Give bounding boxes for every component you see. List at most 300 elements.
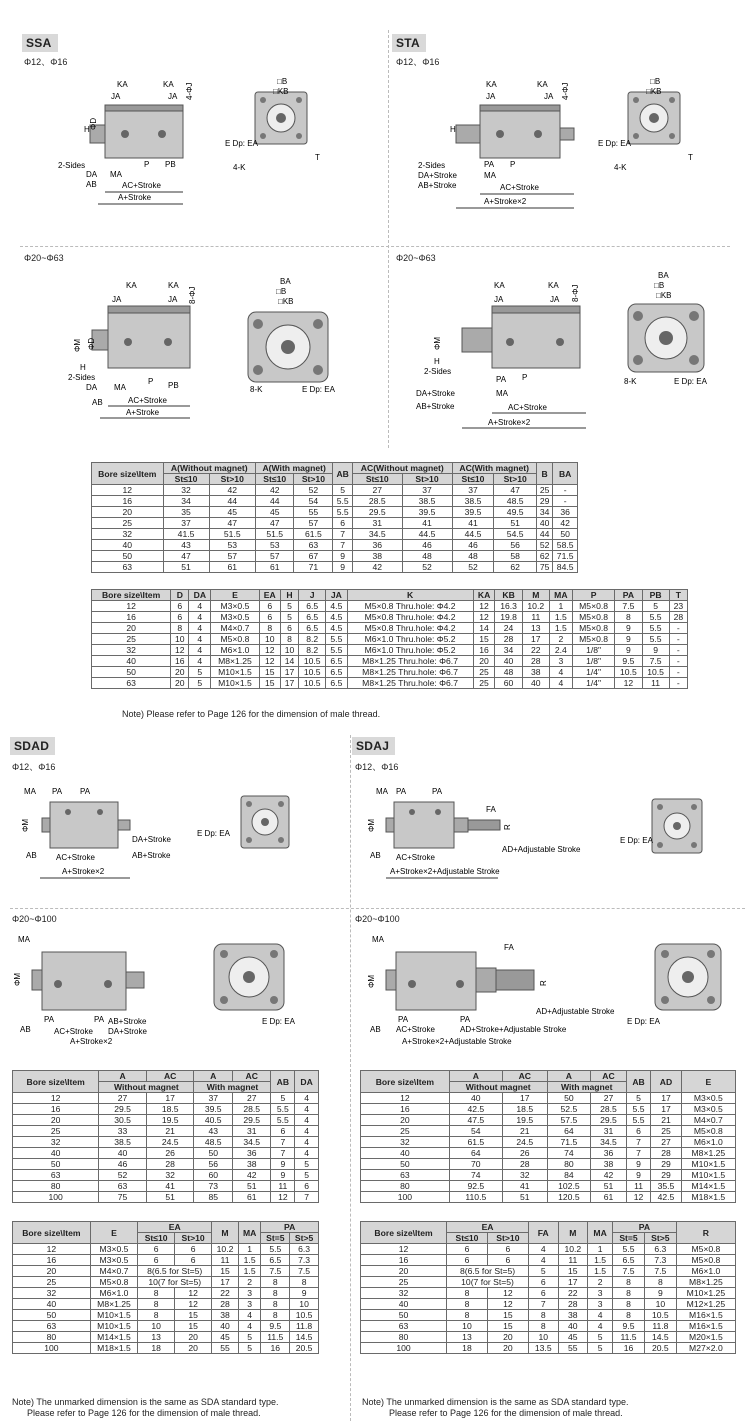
table-cell: M27×2.0	[676, 1343, 735, 1354]
bore-range-label: Φ12、Φ16	[24, 57, 68, 67]
table-cell: -	[669, 645, 687, 656]
p-label: P	[148, 377, 154, 386]
table-row	[13, 1104, 319, 1115]
table-cell: 17	[146, 1093, 194, 1104]
b-label: □B	[654, 281, 665, 290]
sub-header: St>10	[487, 1233, 528, 1244]
table-cell: 32	[92, 529, 164, 540]
ja-label: JA	[544, 92, 554, 101]
table-cell: 23	[669, 601, 687, 612]
table-cell: 9.5	[615, 656, 642, 667]
table-cell: M10×1.5	[211, 678, 259, 689]
two-sides-label: 2-Sides	[58, 161, 86, 170]
table-cell: 9	[644, 1288, 676, 1299]
table-cell: 20.5	[290, 1343, 319, 1354]
pa-label: PA	[484, 160, 495, 169]
table-cell: 50	[553, 529, 578, 540]
table-cell: 14	[473, 623, 495, 634]
sub-header: St>10	[402, 474, 452, 485]
ma-label: MA	[24, 787, 36, 796]
table-cell: 12	[626, 1192, 650, 1203]
table-cell: 5	[280, 612, 298, 623]
table-cell: 4	[295, 1093, 319, 1104]
table-cell: 63	[92, 678, 171, 689]
table-cell: 4	[588, 1310, 613, 1321]
table-cell: 51	[591, 1181, 627, 1192]
ka-label: KA	[494, 281, 505, 290]
table-cell: 4	[189, 612, 211, 623]
table-row	[92, 623, 688, 634]
table-cell: 45	[558, 1332, 588, 1343]
table-cell: 61	[591, 1192, 627, 1203]
ba-label: BA	[658, 271, 669, 280]
table-cell: M5×0.8	[90, 1277, 138, 1288]
table-cell: 4	[528, 1255, 558, 1266]
table-cell: 100	[13, 1192, 99, 1203]
sdad-small-side-view	[14, 782, 204, 882]
table-cell: 11.8	[644, 1321, 676, 1332]
table-cell: 17	[280, 678, 298, 689]
table-row	[13, 1148, 319, 1159]
ka-label: KA	[168, 281, 179, 290]
table-cell: 9	[615, 645, 642, 656]
table-cell: 5.5	[271, 1115, 295, 1126]
phim-label: ΦM	[367, 974, 376, 988]
table-cell: 1.5	[549, 612, 572, 623]
col-header: PA	[615, 590, 642, 601]
table-cell: 52	[294, 485, 333, 496]
r-label: R	[539, 980, 548, 986]
table-cell: 17	[651, 1093, 681, 1104]
ab-label: AB	[370, 1025, 381, 1034]
col-header: MA	[549, 590, 572, 601]
table-cell: 20	[175, 1343, 212, 1354]
table-cell: 45	[209, 507, 255, 518]
table-cell: 6	[487, 1244, 528, 1255]
table-cell: M10×1.5	[90, 1321, 138, 1332]
table-cell: 32	[361, 1288, 447, 1299]
table-cell: 29	[536, 496, 552, 507]
table-cell: 41	[402, 518, 452, 529]
phim-label: ΦM	[433, 336, 442, 350]
j-label: 4-ΦJ	[561, 82, 570, 100]
table-cell: 12	[259, 645, 280, 656]
table-cell: 42	[553, 518, 578, 529]
table-cell: 16	[13, 1255, 91, 1266]
table-cell: 6	[447, 1244, 488, 1255]
table-cell: 15	[175, 1310, 212, 1321]
a-adj-label: A+Stroke×2+Adjustable Stroke	[390, 867, 500, 876]
col-header: M	[522, 590, 549, 601]
two-sides-label: 2-Sides	[418, 161, 446, 170]
table-cell: 25	[92, 518, 164, 529]
table-cell: M8×1.25 Thru.hole: Φ6.7	[347, 678, 473, 689]
table-cell: 34	[163, 496, 209, 507]
table-cell: 40	[449, 1093, 502, 1104]
table-cell: 32	[361, 1137, 450, 1148]
table-cell: 25	[536, 485, 552, 496]
table-cell: M8×1.25 Thru.hole: Φ6.7	[347, 656, 473, 667]
table-cell: 12	[92, 601, 171, 612]
table-row	[92, 678, 688, 689]
table-row	[13, 1343, 319, 1354]
table-cell: 6.5	[326, 678, 347, 689]
sub-header: St>10	[494, 474, 536, 485]
table-row	[361, 1093, 736, 1104]
table-cell: 9.5	[613, 1321, 645, 1332]
sub-header: St>10	[294, 474, 333, 485]
table-cell: 10	[290, 1299, 319, 1310]
table-row	[13, 1181, 319, 1192]
table-cell: 48.5	[494, 496, 536, 507]
da-stroke-label: DA+Stroke	[108, 1027, 147, 1036]
table-cell: 8	[447, 1310, 488, 1321]
table-cell: 28	[651, 1148, 681, 1159]
table-cell: 4.5	[326, 612, 347, 623]
table-row	[361, 1332, 736, 1343]
table-cell: 7.5	[613, 1266, 645, 1277]
table-cell: 15	[259, 667, 280, 678]
table-row	[361, 1181, 736, 1192]
table-cell: 5	[333, 485, 353, 496]
table-cell: 48	[495, 667, 522, 678]
table-cell: 34.5	[232, 1137, 271, 1148]
table-row	[361, 1159, 736, 1170]
table-cell: 33	[99, 1126, 147, 1137]
table-cell: M3×0.5	[681, 1104, 735, 1115]
table-cell: 27	[353, 485, 402, 496]
table-row	[361, 1266, 736, 1277]
table-cell: 43	[194, 1126, 232, 1137]
col-header: EA	[447, 1222, 529, 1233]
col-header: A	[194, 1071, 232, 1082]
table-cell: 12	[259, 656, 280, 667]
table-cell: 1.5	[238, 1255, 261, 1266]
table-cell: 44	[256, 496, 294, 507]
table-cell: 8	[138, 1310, 175, 1321]
table-cell: 8.2	[299, 634, 326, 645]
table-cell: 6	[259, 612, 280, 623]
table-cell: 42	[256, 485, 294, 496]
table-cell: 32	[13, 1288, 91, 1299]
table-cell: 50	[13, 1159, 99, 1170]
table-cell: 29	[651, 1170, 681, 1181]
table-cell: 8	[447, 1288, 488, 1299]
ssa-large-front-view	[240, 272, 350, 397]
table-cell: 4	[295, 1115, 319, 1126]
ma-label: MA	[18, 935, 30, 944]
table-cell: 32	[92, 645, 171, 656]
table-cell: 28	[146, 1159, 194, 1170]
b-label: □B	[650, 77, 661, 86]
table-cell: M6×1.0 Thru.hole: Φ5.2	[347, 634, 473, 645]
fa-label: FA	[504, 943, 514, 952]
table-cell: 8	[138, 1288, 175, 1299]
table-row	[361, 1310, 736, 1321]
table-cell: 80	[361, 1181, 450, 1192]
ssa-sta-dimension-table-1	[91, 462, 578, 573]
table-cell: 64	[547, 1126, 591, 1137]
ab-label: AB	[20, 1025, 31, 1034]
two-sides-label: 2-Sides	[68, 373, 96, 382]
table-cell: 70	[449, 1159, 502, 1170]
table-cell: 2	[549, 634, 572, 645]
table-cell: 58.5	[553, 540, 578, 551]
table-cell: 38	[353, 551, 402, 562]
fa-label: FA	[486, 805, 496, 814]
table-cell: 26	[146, 1148, 194, 1159]
table-cell: 4	[549, 678, 572, 689]
table-cell: 6	[271, 1126, 295, 1137]
table-cell: 10	[528, 1332, 558, 1343]
ma-label: MA	[114, 383, 126, 392]
col-header: EA	[259, 590, 280, 601]
table-cell: 51	[502, 1192, 547, 1203]
a-stroke2-label: A+Stroke×2	[488, 418, 531, 427]
table-cell: 5.5	[642, 634, 669, 645]
sub-header: St≤10	[163, 474, 209, 485]
table-cell: 39.5	[194, 1104, 232, 1115]
sub-header: St=5	[613, 1233, 645, 1244]
table-cell: 5	[238, 1332, 261, 1343]
table-cell: 8	[613, 1310, 645, 1321]
table-cell: 8	[613, 1299, 645, 1310]
col-header: P	[572, 590, 614, 601]
table-cell: M4×0.7	[681, 1115, 735, 1126]
col-header: MA	[588, 1222, 613, 1244]
table-cell: M8×1.25 Thru.hole: Φ6.7	[347, 667, 473, 678]
table-cell: 1/4"	[572, 667, 614, 678]
table-cell: 55	[558, 1343, 588, 1354]
table-cell: M6×1.0	[681, 1137, 735, 1148]
phid-label: ΦD	[89, 117, 98, 130]
col-header: D	[171, 590, 189, 601]
table-cell: 57	[294, 518, 333, 529]
table-cell: 10.5	[615, 667, 642, 678]
table-cell: 11	[626, 1181, 650, 1192]
col-header: A(With magnet)	[256, 463, 333, 474]
ab-stroke-label: AB+Stroke	[416, 402, 455, 411]
table-cell: 13.5	[528, 1343, 558, 1354]
section-sdad: SDAD	[10, 737, 55, 755]
table-cell: 11.5	[613, 1332, 645, 1343]
table-cell: 61	[256, 562, 294, 573]
table-cell: 16	[92, 496, 164, 507]
table-cell: 120.5	[547, 1192, 591, 1203]
table-cell: 41	[502, 1181, 547, 1192]
table-row	[13, 1093, 319, 1104]
ma-label: MA	[496, 389, 508, 398]
kb-label: □KB	[646, 87, 662, 96]
table-cell: 40	[99, 1148, 147, 1159]
table-cell: 32	[13, 1137, 99, 1148]
da-label: DA	[86, 383, 98, 392]
h-label: H	[434, 357, 440, 366]
table-cell: 62	[494, 562, 536, 573]
table-cell: 12	[473, 601, 495, 612]
col-header: J	[299, 590, 326, 601]
sdaj-large-front-view	[625, 940, 730, 1032]
table-cell: 38	[212, 1310, 239, 1321]
table-cell: 52	[536, 540, 552, 551]
table-cell: 50	[194, 1148, 232, 1159]
table-cell: 43	[163, 540, 209, 551]
table-cell: 6.5	[299, 623, 326, 634]
table-cell: 6.5	[299, 612, 326, 623]
table-cell: 37	[452, 485, 494, 496]
table-cell: M3×0.5	[90, 1244, 138, 1255]
table-cell: 7.5	[261, 1266, 290, 1277]
table-row	[361, 1192, 736, 1203]
table-cell: 5	[280, 601, 298, 612]
table-cell: 37	[402, 485, 452, 496]
pa-label: PA	[396, 787, 407, 796]
table-cell: 25	[13, 1126, 99, 1137]
table-cell: 6	[528, 1277, 558, 1288]
table-row	[361, 1277, 736, 1288]
table-cell: 18	[138, 1343, 175, 1354]
table-cell: -	[669, 667, 687, 678]
table-row	[13, 1321, 319, 1332]
col-header: DA	[189, 590, 211, 601]
table-cell: 11	[212, 1255, 239, 1266]
table-cell: 6	[528, 1288, 558, 1299]
table-cell: 36	[591, 1148, 627, 1159]
table-cell: 9	[642, 645, 669, 656]
col-header: Bore size\Item	[361, 1222, 447, 1244]
table-cell: 25	[361, 1126, 450, 1137]
table-cell: 10.2	[558, 1244, 588, 1255]
col-header: MA	[238, 1222, 261, 1244]
table-cell: 47	[163, 551, 209, 562]
table-cell: 7	[333, 529, 353, 540]
bore-range-label: Φ12、Φ16	[12, 762, 56, 772]
table-cell: 55	[294, 507, 333, 518]
table-cell: 5	[295, 1159, 319, 1170]
ma-label: MA	[110, 170, 122, 179]
table-cell: 6.5	[261, 1255, 290, 1266]
table-row	[13, 1288, 319, 1299]
table-cell: 13	[138, 1332, 175, 1343]
table-cell: 61.5	[449, 1137, 502, 1148]
col-header: PA	[613, 1222, 677, 1233]
ab-label: AB	[86, 180, 97, 189]
table-cell: 17	[212, 1277, 239, 1288]
ja-label: JA	[168, 295, 178, 304]
table-cell: 2	[238, 1277, 261, 1288]
table-cell: 100	[13, 1343, 91, 1354]
table-cell: 34	[495, 645, 522, 656]
table-cell: 46	[402, 540, 452, 551]
table-cell: 6.3	[290, 1244, 319, 1255]
pa-label: PA	[52, 787, 63, 796]
table-cell: 22	[522, 645, 549, 656]
table-cell: 22	[212, 1288, 239, 1299]
table-cell: 9	[271, 1170, 295, 1181]
edp-label: E Dp: EA	[302, 385, 335, 394]
table-cell: 84	[547, 1170, 591, 1181]
table-cell: 16	[171, 656, 189, 667]
sub-header: St>5	[644, 1233, 676, 1244]
table-cell: 9	[626, 1159, 650, 1170]
table-cell: 27	[591, 1093, 627, 1104]
ssa-large-side-view	[40, 272, 205, 422]
table-cell: 11.8	[290, 1321, 319, 1332]
table-row	[92, 551, 578, 562]
table-cell: 48.5	[194, 1137, 232, 1148]
table-cell: 8	[528, 1310, 558, 1321]
table-cell: 29.5	[99, 1104, 147, 1115]
table-cell: 14.5	[644, 1332, 676, 1343]
table-cell: 1.5	[549, 623, 572, 634]
k-label: 4-K	[614, 163, 627, 172]
table-cell: 10(7 for St=5)	[447, 1277, 529, 1288]
table-cell: 3	[238, 1288, 261, 1299]
col-header: E	[681, 1071, 735, 1093]
table-row	[92, 645, 688, 656]
table-cell: 10.5	[299, 656, 326, 667]
t-label: T	[315, 153, 320, 162]
kb-label: □KB	[278, 297, 294, 306]
table-row	[92, 540, 578, 551]
table-cell: 28	[669, 612, 687, 623]
pa-label: PA	[44, 1015, 55, 1024]
da-stroke-label: DA+Stroke	[416, 389, 455, 398]
table-cell: 20	[487, 1332, 528, 1343]
table-cell: 9	[626, 1170, 650, 1181]
table-cell: 44.5	[452, 529, 494, 540]
table-row	[361, 1170, 736, 1181]
table-cell: 40.5	[194, 1115, 232, 1126]
table-cell: 54	[449, 1126, 502, 1137]
ja-label: JA	[550, 295, 560, 304]
table-cell: 10.2	[212, 1244, 239, 1255]
table-cell: 57.5	[547, 1115, 591, 1126]
table-cell: 30.5	[99, 1115, 147, 1126]
table-cell: -	[553, 485, 578, 496]
table-cell: 49.5	[494, 507, 536, 518]
table-cell: 38	[232, 1159, 271, 1170]
sdaj-small-front-view	[618, 795, 718, 860]
table-cell: M6×1.0	[211, 645, 259, 656]
table-cell: 6.5	[299, 601, 326, 612]
table-cell: 10	[259, 634, 280, 645]
h-label: H	[80, 363, 86, 372]
table-cell: 11	[558, 1255, 588, 1266]
table-cell: 15	[212, 1266, 239, 1277]
table-cell: 18.5	[502, 1104, 547, 1115]
ab-stroke-label: AB+Stroke	[418, 181, 457, 190]
table-cell: 47.5	[449, 1115, 502, 1126]
table-cell: 4	[549, 667, 572, 678]
table-cell: 3	[549, 656, 572, 667]
sta-small-front-view	[598, 72, 703, 182]
col-header: AC(Without magnet)	[353, 463, 452, 474]
table-cell: 5.5	[326, 645, 347, 656]
kb-label: □KB	[656, 291, 672, 300]
sub-header: Without magnet	[449, 1082, 547, 1093]
table-cell: 5	[588, 1332, 613, 1343]
sub-header: St=5	[261, 1233, 290, 1244]
pa-label: PA	[496, 375, 507, 384]
table-cell: 12	[361, 1093, 450, 1104]
table-row	[361, 1244, 736, 1255]
table-cell: 18	[447, 1343, 488, 1354]
a-adj-label: A+Stroke×2+Adjustable Stroke	[402, 1037, 512, 1046]
table-cell: 28.5	[591, 1104, 627, 1115]
ka-label: KA	[537, 80, 548, 89]
table-row	[361, 1343, 736, 1354]
